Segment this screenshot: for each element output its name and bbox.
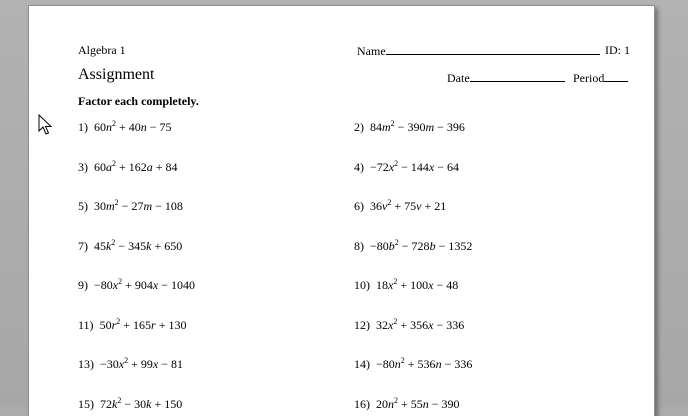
problem-item: [354, 357, 472, 372]
course-name: Algebra 1: [78, 43, 126, 57]
problem-expression: $20n^2 + 55n - 390$: [376, 395, 460, 411]
problem-number: 12): [354, 317, 376, 332]
problem-expression: $45k^2 - 345k + 650$: [94, 237, 183, 253]
problem-expression: $-80n^2 + 536n - 336$: [376, 356, 473, 371]
problem-expression: $-72x^2 - 144x - 64$: [370, 158, 459, 174]
problem-expression: $32x^2 + 356x - 336$: [376, 316, 465, 332]
problem-item: [78, 199, 183, 214]
problem-expression: $60n^2 + 40n - 75$: [94, 119, 172, 134]
problem-expression: $-80b^2 - 728b - 1352$: [370, 237, 473, 253]
problem-item: [78, 120, 172, 135]
problem-item: [78, 318, 186, 333]
id-label: ID: 1: [605, 43, 630, 57]
problem-item: [78, 278, 195, 293]
problem-number: 4): [354, 159, 370, 174]
problem-number: 14): [354, 357, 376, 371]
problem-item: [78, 160, 178, 175]
problem-number: 16): [354, 396, 376, 411]
problem-item: [354, 120, 465, 135]
problem-expression: $-80x^2 + 904x - 1040$: [94, 277, 195, 292]
problem-item: [78, 239, 182, 254]
problem-item: [354, 318, 464, 333]
problem-expression: $84m^2 - 390m - 396$: [370, 119, 465, 134]
problem-expression: $30m^2 - 27m - 108$: [94, 198, 183, 213]
problem-number: 5): [78, 199, 94, 213]
name-field: [357, 43, 600, 59]
problem-item: [354, 199, 446, 214]
problem-number: 11): [78, 317, 100, 332]
problem-expression: $60a^2 + 162a + 84$: [94, 158, 178, 174]
name-label: Name: [357, 44, 386, 58]
period-blank: [604, 70, 628, 82]
mouse-pointer-icon: [38, 114, 54, 136]
problem-number: 2): [354, 120, 370, 134]
problem-item: [354, 278, 458, 293]
problem-expression: $72k^2 - 30k + 150$: [100, 395, 183, 411]
problem-item: [354, 160, 459, 175]
problem-expression: $-30x^2 + 99x - 81$: [100, 356, 183, 371]
problem-number: 3): [78, 159, 94, 174]
problem-number: 7): [78, 238, 94, 253]
name-blank: [386, 43, 600, 55]
problem-number: 6): [354, 199, 370, 213]
period-field: [573, 70, 628, 86]
problem-number: 8): [354, 238, 370, 253]
problem-item: [78, 397, 182, 412]
problem-expression: $36v^2 + 75v + 21$: [370, 198, 447, 213]
problem-number: 1): [78, 120, 94, 134]
problem-item: [354, 397, 460, 412]
problem-expression: $18x^2 + 100x - 48$: [376, 277, 459, 292]
problem-number: 9): [78, 278, 94, 292]
problem-number: 13): [78, 357, 100, 371]
problem-number: 15): [78, 396, 100, 411]
assignment-title: Assignment: [78, 66, 155, 83]
period-label: Period: [573, 71, 605, 85]
date-field: [447, 70, 565, 86]
problem-item: [78, 357, 183, 372]
problem-item: [354, 239, 472, 254]
date-blank: [470, 70, 565, 82]
problem-expression: $50r^2 + 165r + 130$: [99, 316, 187, 332]
worksheet-page: [28, 5, 655, 416]
date-label: Date: [447, 71, 470, 85]
instructions: Factor each completely.: [78, 94, 199, 108]
problem-number: 10): [354, 278, 376, 292]
